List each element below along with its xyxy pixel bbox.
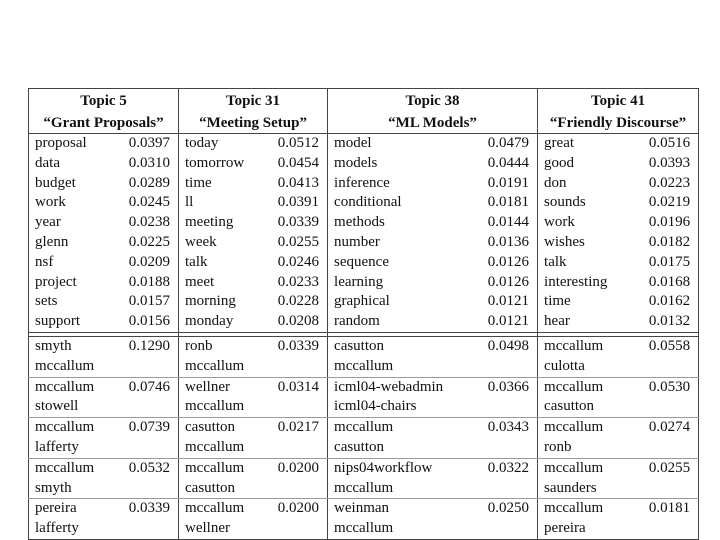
pair-prob: 0.0255 bbox=[638, 458, 699, 478]
table-row bbox=[29, 174, 699, 194]
topic-word-prob: 0.0444 bbox=[463, 154, 538, 174]
topic-number: Topic 41 bbox=[538, 89, 699, 112]
sender-name: mccallum bbox=[544, 500, 604, 517]
topic-word: sets bbox=[29, 292, 119, 312]
pair-prob bbox=[463, 357, 538, 377]
topic-word-prob: 0.0512 bbox=[267, 134, 328, 154]
table-row bbox=[29, 357, 699, 377]
pair-prob: 0.1290 bbox=[119, 336, 179, 356]
topic-word: project bbox=[29, 273, 119, 293]
table-row bbox=[29, 499, 699, 519]
topic-word: week bbox=[185, 233, 217, 250]
pair-prob bbox=[119, 438, 179, 458]
pair-prob: 0.0558 bbox=[638, 336, 699, 356]
topic-name: “Meeting Setup” bbox=[179, 111, 328, 134]
sender-name: wellner bbox=[185, 378, 230, 395]
topic-word: budget bbox=[29, 174, 119, 194]
table-row bbox=[29, 154, 699, 174]
topic-word: model bbox=[334, 135, 372, 151]
sender-name: nips04workflow bbox=[334, 459, 433, 476]
topic-number: Topic 31 bbox=[179, 89, 328, 112]
pair-prob bbox=[267, 438, 328, 458]
recipient-name: mccallum bbox=[328, 357, 463, 377]
pair-prob: 0.0339 bbox=[267, 336, 328, 356]
topic-word-prob: 0.0121 bbox=[463, 292, 538, 312]
topic-word: work bbox=[544, 214, 575, 231]
recipient-name: culotta bbox=[538, 357, 638, 377]
table-row bbox=[29, 397, 699, 417]
recipient-name: mccallum bbox=[179, 357, 267, 377]
recipient-name: stowell bbox=[29, 397, 119, 417]
topic-word: work bbox=[29, 193, 119, 213]
topic-word-prob: 0.0126 bbox=[463, 273, 538, 293]
sender-name: mccallum bbox=[544, 459, 604, 476]
recipient-name: saunders bbox=[538, 479, 638, 499]
topic-word-prob: 0.0393 bbox=[638, 154, 699, 174]
table-row bbox=[29, 253, 699, 273]
topic-word-prob: 0.0208 bbox=[267, 312, 328, 332]
pair-prob bbox=[463, 519, 538, 539]
sender-name: mccallum bbox=[29, 377, 119, 397]
topic-word: monday bbox=[179, 312, 267, 332]
topic-word-prob: 0.0219 bbox=[638, 193, 699, 213]
pair-prob: 0.0339 bbox=[119, 499, 179, 519]
topic-name: “ML Models” bbox=[328, 111, 538, 134]
sender-name: mccallum bbox=[544, 337, 604, 354]
topic-word: meeting bbox=[185, 214, 234, 231]
topic-word: time bbox=[185, 174, 212, 191]
table-row bbox=[29, 519, 699, 539]
pair-prob: 0.0200 bbox=[267, 499, 328, 519]
topic-word-prob: 0.0255 bbox=[267, 233, 328, 253]
topic-word-prob: 0.0225 bbox=[119, 233, 179, 253]
sender-name: weinman bbox=[334, 500, 390, 517]
table-row bbox=[29, 213, 699, 233]
topic-word: graphical bbox=[334, 293, 390, 310]
sender-name: mccallum bbox=[544, 419, 604, 436]
sender-name: mccallum bbox=[185, 459, 245, 476]
topic-word: learning bbox=[334, 273, 384, 290]
table-row bbox=[29, 336, 699, 356]
topic-word: today bbox=[185, 135, 219, 151]
table-row bbox=[29, 273, 699, 293]
topic-word-prob: 0.0397 bbox=[119, 134, 179, 154]
topic-word-prob: 0.0196 bbox=[638, 213, 699, 233]
sender-name: casutton bbox=[334, 337, 385, 354]
table-row bbox=[29, 233, 699, 253]
topic-word: wishes bbox=[544, 233, 585, 250]
topic-word: tomorrow bbox=[185, 154, 245, 171]
pair-prob: 0.0274 bbox=[638, 418, 699, 438]
topic-word: random bbox=[328, 312, 463, 332]
topic-word: glenn bbox=[29, 233, 119, 253]
sender-name: ronb bbox=[185, 337, 213, 354]
pair-prob: 0.0200 bbox=[267, 458, 328, 478]
pair-prob: 0.0498 bbox=[463, 336, 538, 356]
table-row bbox=[29, 193, 699, 213]
topic-word: number bbox=[334, 233, 380, 250]
topic-word-prob: 0.0168 bbox=[638, 273, 699, 293]
table-row bbox=[29, 312, 699, 332]
topic-word: interesting bbox=[544, 273, 608, 290]
topic-word-prob: 0.0121 bbox=[463, 312, 538, 332]
topic-word: methods bbox=[334, 214, 385, 231]
topic-word-prob: 0.0188 bbox=[119, 273, 179, 293]
pair-prob: 0.0343 bbox=[463, 418, 538, 438]
pair-prob bbox=[463, 479, 538, 499]
topic-word-prob: 0.0233 bbox=[267, 273, 328, 293]
topic-word-prob: 0.0516 bbox=[638, 134, 699, 154]
recipient-name: lafferty bbox=[29, 438, 119, 458]
pair-prob bbox=[119, 479, 179, 499]
pair-prob: 0.0217 bbox=[267, 418, 328, 438]
sender-name: pereira bbox=[29, 499, 119, 519]
topic-word: support bbox=[29, 312, 119, 332]
topic-word-prob: 0.0391 bbox=[267, 193, 328, 213]
topic-word: year bbox=[29, 213, 119, 233]
topic-name: “Friendly Discourse” bbox=[538, 111, 699, 134]
topic-word: sequence bbox=[334, 253, 389, 270]
topic-word-prob: 0.0126 bbox=[463, 253, 538, 273]
topic-word: data bbox=[29, 154, 119, 174]
sender-name: mccallum bbox=[29, 418, 119, 438]
topic-word-prob: 0.0223 bbox=[638, 174, 699, 194]
recipient-name: smyth bbox=[29, 479, 119, 499]
sender-name: casutton bbox=[185, 419, 236, 436]
topic-word-prob: 0.0454 bbox=[267, 154, 328, 174]
pair-prob bbox=[267, 479, 328, 499]
recipient-name: mccallum bbox=[328, 479, 463, 499]
pair-prob: 0.0181 bbox=[638, 499, 699, 519]
topic-word: time bbox=[544, 293, 571, 310]
topic-word-prob: 0.0181 bbox=[463, 193, 538, 213]
table-row bbox=[29, 418, 699, 438]
topic-word-prob: 0.0238 bbox=[119, 213, 179, 233]
topic-word-prob: 0.0310 bbox=[119, 154, 179, 174]
topic-number: Topic 5 bbox=[29, 89, 179, 112]
pair-prob bbox=[119, 397, 179, 417]
topic-number: Topic 38 bbox=[328, 89, 538, 112]
topic-word-prob: 0.0157 bbox=[119, 292, 179, 312]
recipient-name: mccallum bbox=[179, 438, 267, 458]
topic-word-prob: 0.0182 bbox=[638, 233, 699, 253]
topic-word-prob: 0.0339 bbox=[267, 213, 328, 233]
recipient-name: mccallum bbox=[328, 519, 463, 539]
topic-word: models bbox=[334, 154, 378, 171]
topic-table bbox=[28, 88, 699, 540]
topic-word: hear bbox=[538, 312, 638, 332]
pair-prob bbox=[463, 438, 538, 458]
recipient-name: mccallum bbox=[29, 357, 119, 377]
topic-word: good bbox=[544, 154, 575, 171]
pair-prob bbox=[463, 397, 538, 417]
pair-prob bbox=[638, 438, 699, 458]
table-row bbox=[29, 479, 699, 499]
pair-prob: 0.0739 bbox=[119, 418, 179, 438]
recipient-name: mccallum bbox=[179, 397, 267, 417]
sender-name: mccallum bbox=[544, 378, 604, 395]
pair-prob: 0.0530 bbox=[638, 377, 699, 397]
topic-word-prob: 0.0246 bbox=[267, 253, 328, 273]
topic-word-prob: 0.0162 bbox=[638, 292, 699, 312]
topic-word: talk bbox=[544, 253, 567, 270]
sender-name: mccallum bbox=[29, 458, 119, 478]
topic-word: inference bbox=[334, 174, 390, 191]
topic-word-prob: 0.0479 bbox=[463, 134, 538, 154]
topic-word-prob: 0.0175 bbox=[638, 253, 699, 273]
pair-prob bbox=[267, 357, 328, 377]
topic-word-prob: 0.0245 bbox=[119, 193, 179, 213]
table-row bbox=[29, 292, 699, 312]
topic-word: ll bbox=[185, 194, 194, 211]
sender-name: icml04-webadmin bbox=[334, 378, 444, 395]
pair-prob: 0.0746 bbox=[119, 377, 179, 397]
topic-word-prob: 0.0156 bbox=[119, 312, 179, 332]
topic-word-prob: 0.0136 bbox=[463, 233, 538, 253]
topic-word: nsf bbox=[29, 253, 119, 273]
topic-word-prob: 0.0191 bbox=[463, 174, 538, 194]
recipient-name: lafferty bbox=[29, 519, 119, 539]
pair-prob bbox=[638, 479, 699, 499]
topic-word-prob: 0.0289 bbox=[119, 174, 179, 194]
pair-prob: 0.0532 bbox=[119, 458, 179, 478]
sender-name: mccallum bbox=[334, 419, 394, 436]
recipient-name: icml04-chairs bbox=[328, 397, 463, 417]
pair-prob bbox=[119, 357, 179, 377]
topic-word-prob: 0.0228 bbox=[267, 292, 328, 312]
pair-prob bbox=[638, 519, 699, 539]
pair-prob bbox=[267, 519, 328, 539]
recipient-name: casutton bbox=[538, 397, 638, 417]
recipient-name: wellner bbox=[179, 519, 267, 539]
topic-word: conditional bbox=[334, 194, 402, 211]
pair-prob bbox=[638, 357, 699, 377]
topic-word: great bbox=[544, 135, 575, 151]
pair-prob bbox=[119, 519, 179, 539]
recipient-name: ronb bbox=[538, 438, 638, 458]
topic-word-prob: 0.0413 bbox=[267, 174, 328, 194]
topic-word-prob: 0.0144 bbox=[463, 213, 538, 233]
topic-word-prob: 0.0132 bbox=[638, 312, 699, 332]
topic-word: morning bbox=[185, 293, 236, 310]
pair-prob: 0.0314 bbox=[267, 377, 328, 397]
table-row bbox=[29, 438, 699, 458]
topic-word: talk bbox=[185, 253, 208, 270]
table-row bbox=[29, 134, 699, 154]
topic-name: “Grant Proposals” bbox=[29, 111, 179, 134]
pair-prob: 0.0250 bbox=[463, 499, 538, 519]
table-row bbox=[29, 458, 699, 478]
pair-prob: 0.0322 bbox=[463, 458, 538, 478]
recipient-name: casutton bbox=[179, 479, 267, 499]
pair-prob bbox=[638, 397, 699, 417]
topic-word: proposal bbox=[29, 134, 119, 154]
pair-prob: 0.0366 bbox=[463, 377, 538, 397]
recipient-name: pereira bbox=[538, 519, 638, 539]
sender-name: smyth bbox=[29, 336, 119, 356]
sender-name: mccallum bbox=[185, 500, 245, 517]
recipient-name: casutton bbox=[328, 438, 463, 458]
topic-word: sounds bbox=[544, 194, 586, 211]
topic-word: meet bbox=[185, 273, 215, 290]
pair-prob bbox=[267, 397, 328, 417]
table-row bbox=[29, 377, 699, 397]
topic-word-prob: 0.0209 bbox=[119, 253, 179, 273]
topic-word: don bbox=[544, 174, 567, 191]
